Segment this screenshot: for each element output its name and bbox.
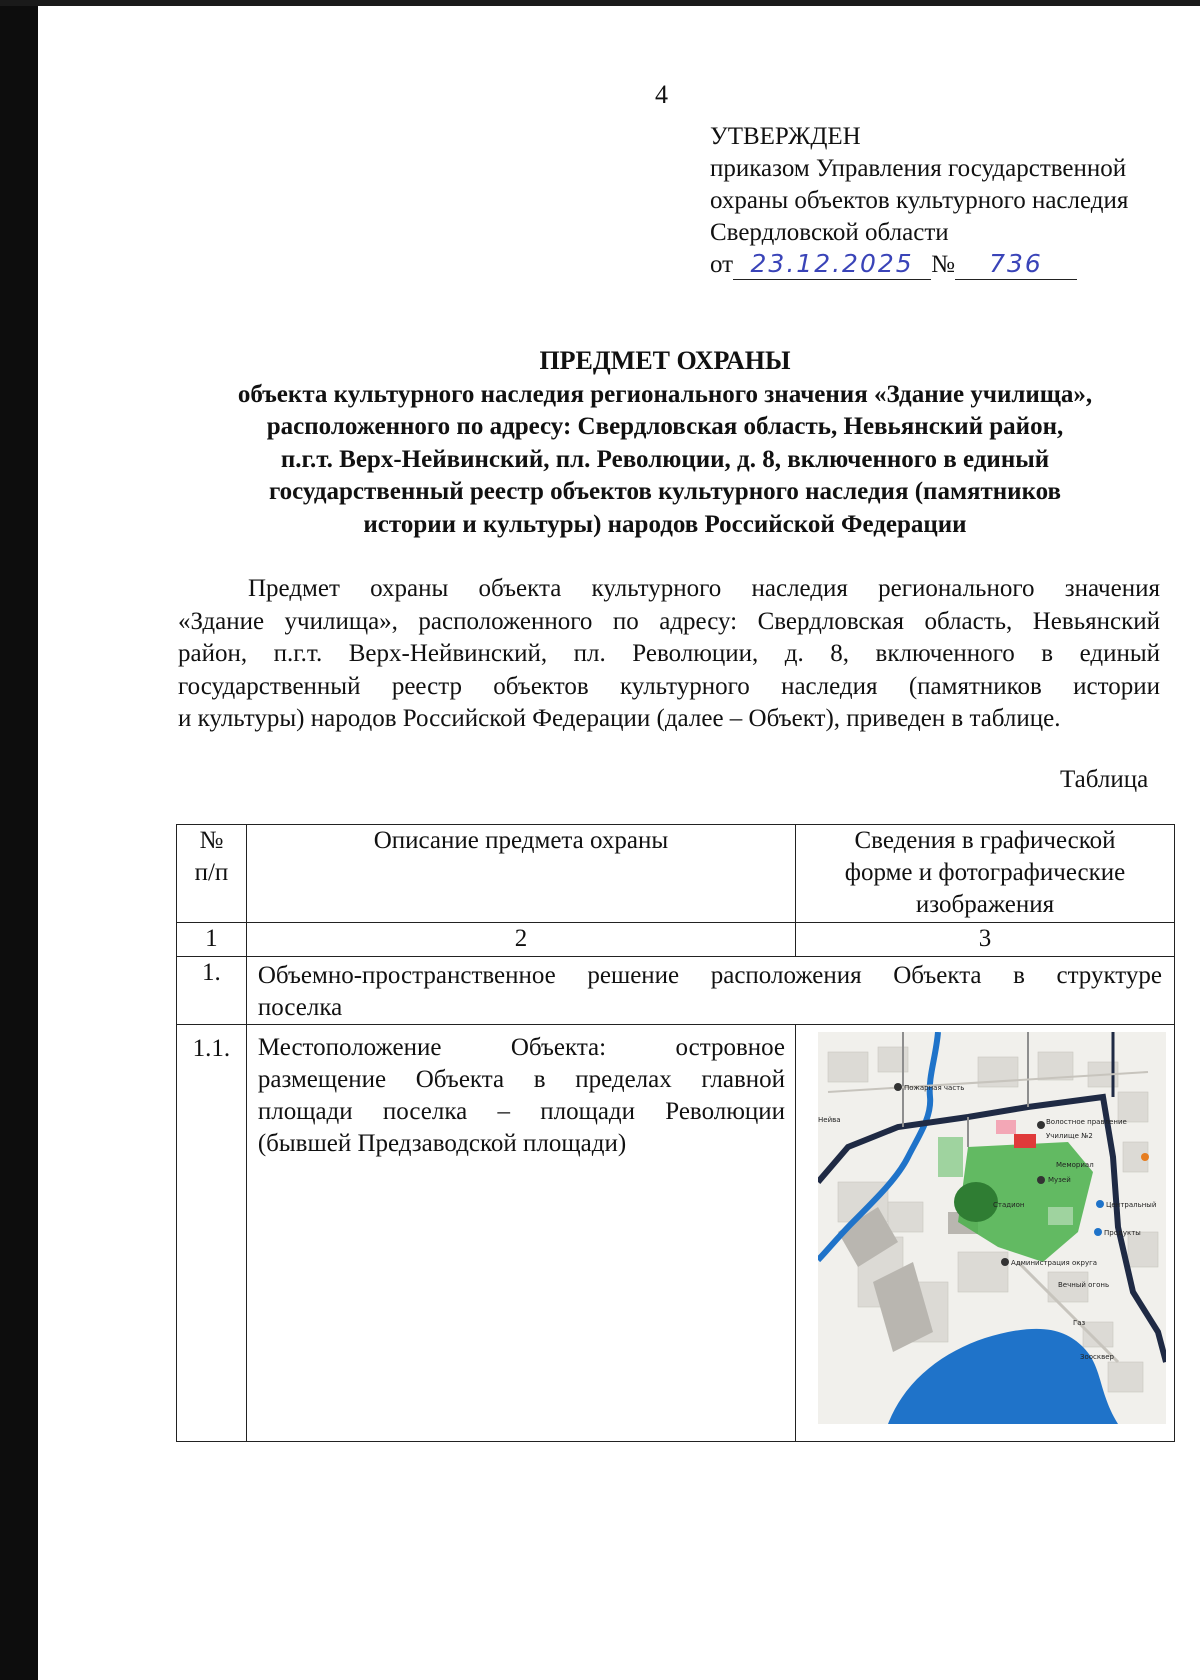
map-poi-icon: [1141, 1153, 1149, 1161]
map-label-memorial: Мемориал: [1056, 1161, 1094, 1169]
location-map-image: [818, 1032, 1166, 1424]
title-sub-line: объекта культурного наследия регионального значения «Здание училища»,: [237, 380, 1093, 408]
row-graphics: [796, 1025, 1175, 1442]
table-caption: Таблица: [1060, 766, 1149, 793]
section-text: [246, 957, 1174, 1025]
intro-line: район, п.г.т. Верх-Нейвинский, пл. Революции, д. 8, включенного в единый: [178, 640, 1160, 667]
intro-line: государственный реестр объектов культурного наследия (памятников истории: [178, 672, 1160, 700]
map-label-school: Училище №2: [1046, 1132, 1093, 1140]
table-header-row: [177, 825, 1175, 923]
title-sub-line: истории и культуры) народов Российской Федерации: [363, 510, 967, 538]
index-cell: 1: [177, 923, 247, 957]
row-number: 1.1.: [177, 1025, 247, 1442]
map-poi-icon: [1096, 1200, 1104, 1208]
protection-subject-table: [176, 824, 1175, 1442]
document-title: [160, 345, 1170, 541]
table-index-row: [177, 923, 1175, 957]
map-volost-building: [996, 1120, 1016, 1134]
map-label-river: Нейва: [818, 1116, 841, 1124]
section-number: 1.: [177, 957, 247, 1025]
row-description-line: Местоположение Объекта: островное: [257, 1034, 786, 1061]
scan-border-left: [0, 0, 38, 1680]
table-row: [177, 1025, 1175, 1442]
map-green-strip: [938, 1137, 963, 1177]
map-poi-icon: [1037, 1176, 1045, 1184]
index-cell: 2: [246, 923, 795, 957]
header-graphics: [796, 825, 1175, 923]
index-cell: 3: [796, 923, 1175, 957]
intro-line: Предмет охраны объекта культурного наследия регионального значения: [248, 575, 1160, 602]
title-sub-line: п.г.т. Верх-Нейвинский, пл. Революции, д. 8, включенного в единый: [280, 445, 1050, 473]
scan-border-top: [0, 0, 1200, 10]
approval-number-label: №: [931, 251, 955, 278]
approval-date-line: [710, 249, 1128, 281]
approval-from-label: от: [710, 251, 734, 278]
header-number-text: № п/п: [194, 827, 229, 886]
map-label-gas: Газ: [1073, 1319, 1086, 1327]
approval-number-field: [955, 251, 1077, 280]
map-object-marker: [1014, 1134, 1036, 1148]
header-graphics-text: Сведения в графической форме и фотографические изображения: [844, 827, 1126, 918]
approval-date-handwritten: 23.12.2025: [750, 249, 914, 278]
approval-heading: УТВЕРЖДЕН: [710, 123, 861, 150]
map-label-products: Продукты: [1104, 1229, 1141, 1237]
intro-line: и культуры) народов Российской Федерации (далее – Объект), приведен в таблице.: [178, 705, 1061, 732]
title-sub-line: расположенного по адресу: Свердловская область, Невьянский район,: [266, 413, 1064, 440]
approval-line-3: Свердловской области: [710, 219, 949, 246]
map-poi-icon: [1094, 1228, 1102, 1236]
table-section-row: [177, 957, 1175, 1025]
map-label-zoo: Зоосквер: [1080, 1353, 1115, 1361]
approval-line-1: приказом Управления государственной: [710, 155, 1127, 182]
map-label-central: Центральный: [1106, 1201, 1157, 1209]
approval-line-2: охраны объектов культурного наследия: [710, 187, 1129, 214]
map-poi-icon: [894, 1083, 902, 1091]
row-description-line: размещение Объекта в пределах главной: [257, 1066, 786, 1093]
header-number: [177, 825, 247, 923]
approval-number-handwritten: 736: [989, 249, 1043, 278]
page-number: 4: [655, 80, 668, 109]
approval-date-field: [733, 251, 931, 280]
map-label-fire-station: Пожарная часть: [904, 1084, 965, 1092]
map-green-patch: [1048, 1207, 1073, 1225]
row-description: [246, 1025, 795, 1442]
intro-line: «Здание училища», расположенного по адресу: Свердловская область, Невьянский: [178, 607, 1160, 635]
intro-paragraph: [178, 573, 1160, 736]
title-main: ПРЕДМЕТ ОХРАНЫ: [539, 346, 791, 375]
map-label-stadium: Стадион: [993, 1201, 1025, 1209]
map-poi-icon: [1037, 1121, 1045, 1129]
map-label-admin: Администрация округа: [1011, 1259, 1098, 1267]
header-description: Описание предмета охраны: [246, 825, 795, 923]
section-text-line: поселка: [257, 994, 343, 1021]
map-label-volost: Волостное правление: [1046, 1118, 1127, 1126]
map-stadium: [954, 1182, 998, 1222]
map-label-eternal-flame: Вечный огонь: [1058, 1281, 1110, 1289]
row-description-line: площади поселка – площади Революции: [257, 1098, 786, 1125]
approval-stamp: [710, 121, 1128, 281]
map-label-museum: Музей: [1048, 1176, 1071, 1184]
section-text-line: Объемно-пространственное решение расположения Объекта в структуре: [257, 962, 1162, 989]
map-poi-icon: [1001, 1258, 1009, 1266]
row-description-line: (бывшей Предзаводской площади): [257, 1130, 627, 1157]
title-sub-line: государственный реестр объектов культурного наследия (памятников: [268, 478, 1062, 505]
